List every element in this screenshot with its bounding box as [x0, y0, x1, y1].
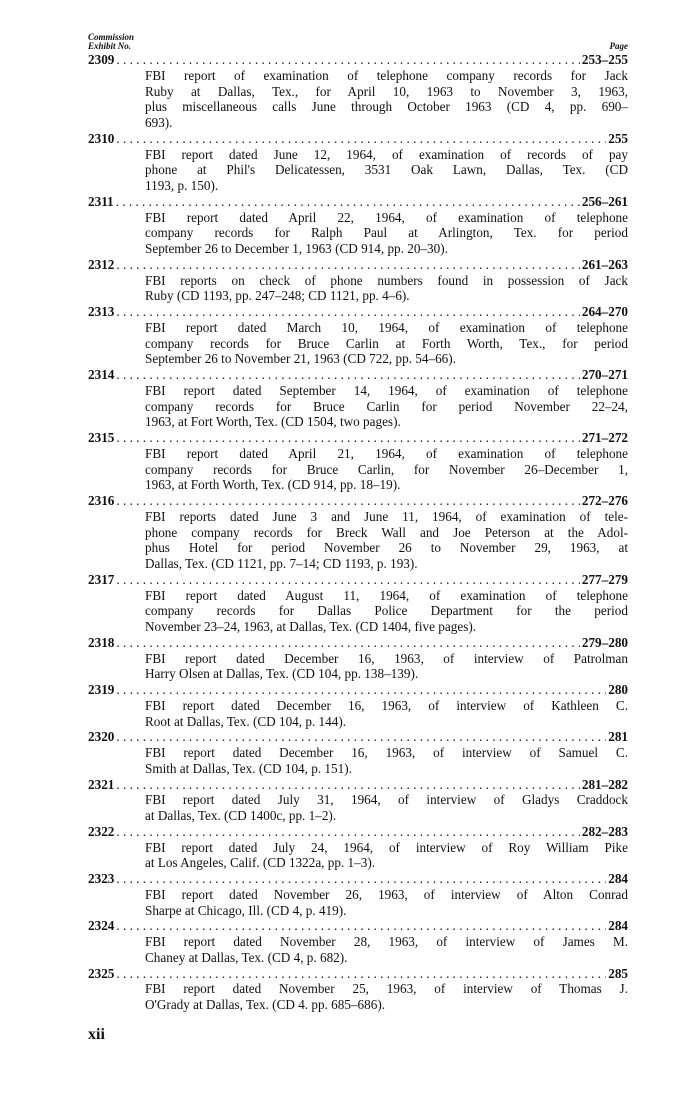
entry-header-row: [88, 777, 628, 793]
description-line: FBI report dated September 14, 1964, of examination of telephone: [145, 382, 628, 398]
entry-header-row: [88, 871, 628, 887]
page-range: 261–263: [581, 256, 628, 272]
description-line: FBI report dated December 16, 1963, of interview of Patrolman: [145, 650, 628, 666]
index-entry: [88, 493, 628, 572]
dot-leader: [116, 729, 606, 745]
exhibit-description: [145, 588, 628, 635]
dot-leader: [116, 635, 579, 651]
page-range: 270–271: [581, 367, 628, 382]
exhibit-number: 2322: [88, 823, 115, 839]
description-line: company records for Bruce Carlin at Forth Worth, Tex., for period: [145, 335, 628, 351]
exhibit-description: [145, 792, 628, 824]
description-line: plus miscellaneous calls June through October 1963 (CD 4, pp. 690–: [145, 99, 628, 115]
description-line: Smith at Dallas, Tex. (CD 104, p. 151).: [145, 760, 352, 776]
description-line: company records for Bruce Carlin for period November 22–24,: [145, 398, 628, 414]
page-range: 284: [608, 918, 628, 934]
index-entry: [88, 966, 628, 1013]
description-line: company records for Dallas Police Department for the period: [145, 603, 628, 619]
exhibit-number: 2325: [88, 965, 115, 981]
description-line: FBI report dated March 10, 1964, of examination of telephone: [145, 319, 628, 335]
description-line: Root at Dallas, Tex. (CD 104, p. 144).: [145, 713, 347, 729]
exhibit-number: 2318: [88, 634, 115, 650]
exhibit-number: 2310: [88, 130, 115, 146]
description-line: FBI report dated April 21, 1964, of examination of telephone: [145, 445, 628, 461]
index-entry: [88, 52, 628, 131]
dot-leader: [116, 367, 579, 383]
entry-header-row: [88, 918, 628, 934]
dot-leader: [116, 304, 579, 320]
entry-header-row: [88, 304, 628, 320]
exhibit-description: [145, 509, 628, 572]
description-line: FBI report dated June 12, 1964, of examination of records of pay: [145, 146, 628, 162]
index-entry: [88, 682, 628, 729]
exhibit-column-header: [88, 33, 134, 51]
dot-leader: [116, 871, 606, 887]
page-folio: xii: [88, 1026, 105, 1043]
index-entry: [88, 304, 628, 367]
page-range: 271–272: [581, 430, 628, 445]
index-entry: [88, 918, 628, 965]
index-entry: [88, 635, 628, 682]
entry-header-row: [88, 682, 628, 698]
description-line: phus Hotel for period November 26 to November 29, 1963, at: [145, 540, 628, 556]
dot-leader: [116, 493, 579, 509]
dot-leader: [116, 682, 606, 698]
exhibit-number: 2314: [88, 367, 115, 382]
header-commission: Commission: [88, 32, 135, 42]
description-line: phone company records for Breck Wall and Joe Peterson at the Adol-: [145, 524, 628, 540]
exhibit-number: 2316: [88, 493, 115, 508]
page-range: 264–270: [581, 304, 628, 319]
exhibit-number: 2319: [88, 682, 115, 697]
entry-header-row: [88, 257, 628, 273]
exhibit-number: 2313: [88, 304, 115, 319]
description-line: FBI report dated July 24, 1964, of interview of Roy William Pike: [145, 839, 628, 855]
description-line: September 26 to November 21, 1963 (CD 722, pp. 54–66).: [145, 351, 456, 367]
exhibit-number: 2312: [88, 256, 115, 272]
entry-header-row: [88, 824, 628, 840]
description-line: at Los Angeles, Calif. (CD 1322a, pp. 1–3).: [145, 855, 376, 871]
page-range: 256–261: [581, 193, 628, 209]
description-line: Harry Olsen at Dallas, Tex. (CD 104, pp. 138–139).: [145, 666, 419, 682]
description-line: company records for Bruce Carlin, for November 26–December 1,: [145, 461, 628, 477]
exhibit-index: [88, 28, 628, 1013]
index-entry: [88, 430, 628, 493]
exhibit-description: [145, 698, 628, 730]
index-entry: [88, 824, 628, 871]
exhibit-description: [145, 981, 628, 1013]
index-entry: [88, 367, 628, 430]
description-line: November 23–24, 1963, at Dallas, Tex. (CD 1404, five pages).: [145, 619, 477, 634]
index-entry: [88, 194, 628, 257]
description-line: 1193, p. 150).: [145, 178, 219, 193]
description-line: FBI reports dated June 3 and June 11, 1964, of examination of tele-: [145, 508, 628, 524]
description-line: FBI report dated November 28, 1963, of interview of James M.: [145, 934, 628, 949]
entry-header-row: [88, 367, 628, 383]
dot-leader: [116, 257, 579, 273]
description-line: at Dallas, Tex. (CD 1400c, pp. 1–2).: [145, 808, 337, 823]
exhibit-number: 2315: [88, 430, 115, 445]
page-range: 284: [608, 871, 628, 886]
exhibit-number: 2323: [88, 871, 115, 886]
index-entry: [88, 131, 628, 194]
exhibit-description: [145, 840, 628, 872]
dot-leader: [116, 777, 579, 793]
description-line: FBI report dated April 22, 1964, of examination of telephone: [145, 209, 628, 225]
page-range: 277–279: [581, 571, 628, 587]
description-line: FBI report dated August 11, 1964, of examination of telephone: [145, 587, 628, 603]
entry-header-row: [88, 131, 628, 147]
entry-header-row: [88, 430, 628, 446]
index-entry: [88, 257, 628, 304]
description-line: FBI report dated December 16, 1963, of interview of Kathleen C.: [145, 697, 628, 713]
page-range: 272–276: [581, 493, 628, 508]
exhibit-number: 2317: [88, 571, 115, 587]
page-range: 279–280: [581, 634, 628, 650]
description-line: phone at Phil's Delicatessen, 3531 Oak Lawn, Dallas, Tex. (CD: [145, 162, 628, 178]
page-range: 280: [608, 682, 628, 697]
page-range: 253–255: [581, 52, 628, 67]
exhibit-number: 2320: [88, 729, 115, 745]
dot-leader: [116, 918, 606, 934]
description-line: FBI report dated November 25, 1963, of interview of Thomas J.: [145, 981, 628, 997]
dot-leader: [116, 430, 579, 446]
page-column-header: Page: [609, 41, 628, 51]
entry-header-row: [88, 52, 628, 68]
description-line: 693).: [145, 115, 173, 130]
description-line: O'Grady at Dallas, Tex. (CD 4. pp. 685–686).: [145, 997, 386, 1012]
exhibit-description: [145, 273, 628, 305]
exhibit-description: [145, 383, 628, 430]
index-entry: [88, 572, 628, 635]
header-exhibit-no: Exhibit No.: [88, 41, 132, 51]
description-line: 1963, at Forth Worth, Tex. (CD 914, pp. 18–19).: [145, 477, 401, 493]
exhibit-description: [145, 210, 628, 257]
exhibit-description: [145, 446, 628, 493]
description-line: Ruby (CD 1193, pp. 247–248; CD 1121, pp. 4–6).: [145, 288, 410, 304]
entry-header-row: [88, 729, 628, 745]
exhibit-number: 2309: [88, 52, 115, 67]
page-range: 285: [608, 965, 628, 981]
description-line: 1963, at Fort Worth, Tex. (CD 1504, two pages).: [145, 414, 401, 430]
description-line: Ruby at Dallas, Tex., for April 10, 1963 to November 3, 1963,: [145, 83, 628, 99]
page-range: 281: [608, 729, 628, 745]
description-line: Chaney at Dallas, Tex. (CD 4, p. 682).: [145, 949, 348, 965]
description-line: Sharpe at Chicago, Ill. (CD 4, p. 419).: [145, 902, 347, 918]
description-line: company records for Ralph Paul at Arlington, Tex. for period: [145, 225, 628, 241]
exhibit-number: 2324: [88, 918, 115, 934]
dot-leader: [116, 572, 579, 588]
entry-header-row: [88, 194, 628, 210]
description-line: Dallas, Tex. (CD 1121, pp. 7–14; CD 1193, p. 193).: [145, 556, 418, 571]
index-entry: [88, 729, 628, 776]
exhibit-description: [145, 887, 628, 919]
dot-leader: [116, 966, 606, 982]
dot-leader: [116, 824, 579, 840]
column-headers: [88, 28, 628, 52]
exhibit-description: [145, 745, 628, 777]
description-line: FBI report dated July 31, 1964, of interview of Gladys Craddock: [145, 792, 628, 808]
exhibit-description: [145, 320, 628, 367]
description-line: September 26 to December 1, 1963 (CD 914, pp. 20–30).: [145, 241, 448, 256]
entry-header-row: [88, 493, 628, 509]
index-entry: [88, 871, 628, 918]
index-entry: [88, 777, 628, 824]
page-range: 255: [608, 130, 628, 146]
page-range: 282–283: [581, 823, 628, 839]
exhibit-number: 2311: [88, 193, 114, 209]
dot-leader: [116, 52, 579, 68]
dot-leader: [116, 131, 606, 147]
exhibit-description: [145, 147, 628, 194]
dot-leader: [116, 194, 580, 210]
entry-header-row: [88, 966, 628, 982]
description-line: FBI report of examination of telephone company records for Jack: [145, 67, 628, 83]
exhibit-number: 2321: [88, 776, 115, 792]
exhibit-description: [145, 651, 628, 683]
description-line: FBI report dated December 16, 1963, of interview of Samuel C.: [145, 745, 628, 760]
entry-header-row: [88, 572, 628, 588]
description-line: FBI reports on check of phone numbers found in possession of Jack: [145, 272, 628, 288]
entry-list: [88, 52, 628, 1013]
page-range: 281–282: [581, 776, 628, 792]
entry-header-row: [88, 635, 628, 651]
exhibit-description: [145, 68, 628, 131]
description-line: FBI report dated November 26, 1963, of interview of Alton Conrad: [145, 886, 628, 902]
exhibit-description: [145, 934, 628, 966]
